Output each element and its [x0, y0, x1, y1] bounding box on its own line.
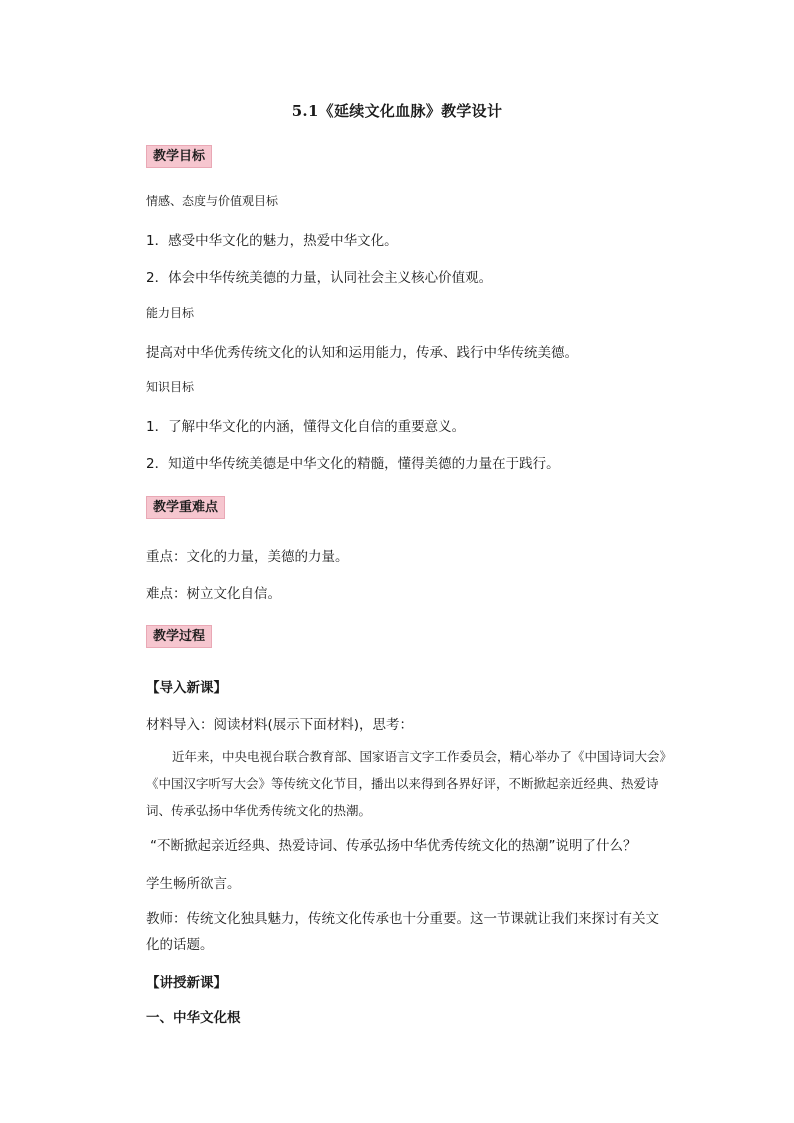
ability-objective-heading: 能力目标 [146, 306, 195, 320]
intro-heading: 【导入新课】 [146, 680, 227, 696]
emotion-objective-heading: 情感、态度与价值观目标 [146, 194, 279, 208]
key-point-focus: 重点：文化的力量，美德的力量。 [146, 549, 349, 565]
teacher-remark: 教师：传统文化独具魅力，传统文化传承也十分重要。这一节课就让我们来探讨有关文化的话题。 [146, 911, 659, 953]
knowledge-objective-item-1: 1．了解中华文化的内涵，懂得文化自信的重要意义。 [146, 419, 466, 435]
document-title: 5.1《延续文化血脉》教学设计 [291, 102, 503, 120]
part-one-heading: 一、中华文化根 [146, 1010, 241, 1026]
material-quote: 近年来，中央电视台联合教育部、国家语言文字工作委员会，精心举办了《中国诗词大会》《中国汉字听写大会》等传统文化节目，播出以来得到各界好评，不断掀起亲近经典、热爱诗词、传承弘扬中华优秀传统文化的热潮。 [146, 749, 666, 818]
emotion-objective-item-2: 2．体会中华传统美德的力量，认同社会主义核心价值观。 [146, 270, 493, 286]
ability-objective-item-1: 提高对中华优秀传统文化的认知和运用能力，传承、践行中华传统美德。 [146, 345, 578, 361]
discussion-question: “不断掀起亲近经典、热爱诗词、传承弘扬中华优秀传统文化的热潮”说明了什么？ [150, 838, 637, 854]
lecture-heading: 【讲授新课】 [146, 975, 227, 991]
student-response: 学生畅所欲言。 [146, 876, 241, 892]
knowledge-objective-item-2: 2．知道中华传统美德是中华文化的精髓，懂得美德的力量在于践行。 [146, 456, 560, 472]
section-objectives-badge: 教学目标 [146, 145, 212, 168]
key-point-difficulty: 难点：树立文化自信。 [146, 586, 281, 602]
knowledge-objective-heading: 知识目标 [146, 380, 195, 394]
emotion-objective-item-1: 1．感受中华文化的魅力，热爱中华文化。 [146, 233, 398, 249]
section-key-points-badge: 教学重难点 [146, 496, 225, 519]
section-process-badge: 教学过程 [146, 625, 212, 648]
material-intro: 材料导入：阅读材料(展示下面材料)，思考： [146, 717, 414, 733]
